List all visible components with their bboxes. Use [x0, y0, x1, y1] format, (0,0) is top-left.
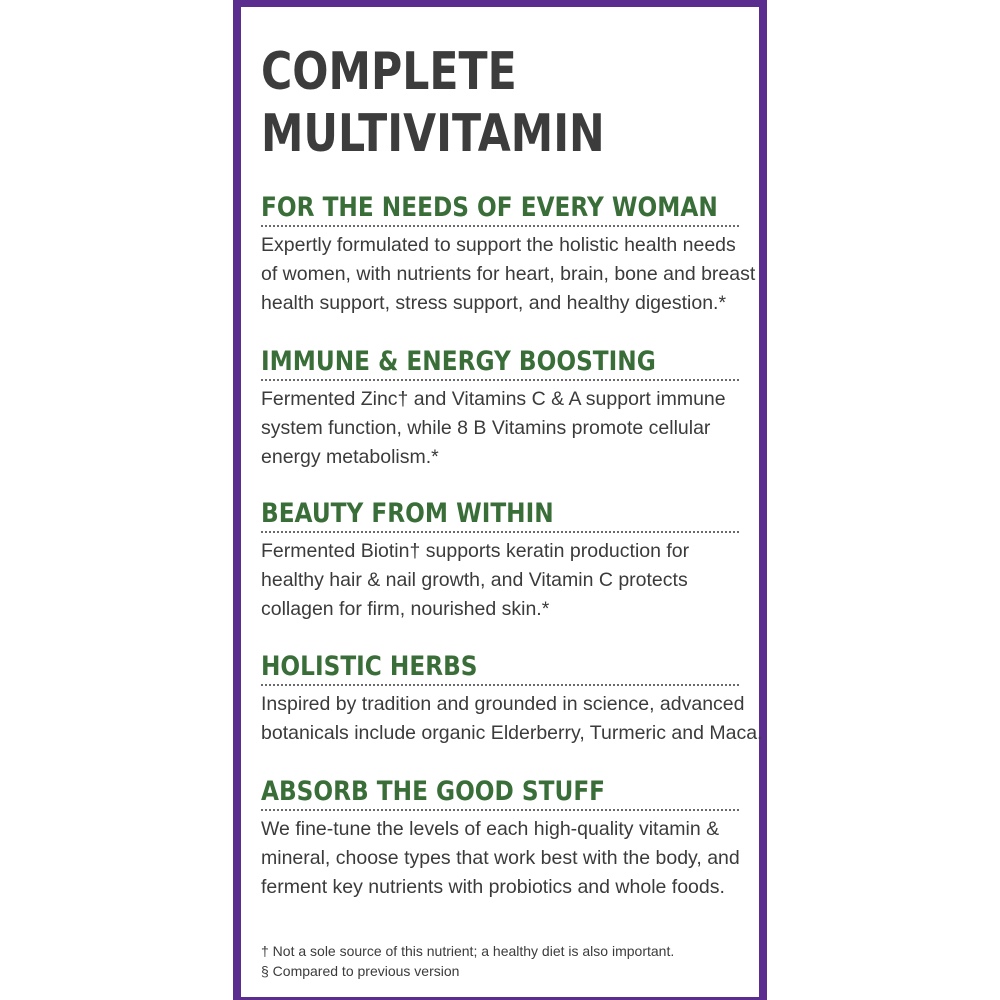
dotted-divider	[261, 809, 739, 811]
body-line: health support, stress support, and healthy digestion.*	[261, 292, 727, 314]
product-title-line-1: COMPLETE	[261, 42, 517, 102]
body-line: We fine-tune the levels of each high-quality vitamin &	[261, 818, 720, 840]
body-line: ferment key nutrients with probiotics and whole foods.	[261, 876, 725, 898]
section-heading: BEAUTY FROM WITHIN	[261, 498, 554, 529]
section-needs-of-every-woman	[261, 191, 756, 318]
footnote-previous-version: § Compared to previous version	[261, 963, 460, 979]
section-beauty-from-within	[261, 497, 739, 624]
section-holistic-herbs	[261, 650, 763, 748]
body-line: healthy hair & nail growth, and Vitamin C protects	[261, 569, 688, 591]
section-body	[261, 385, 739, 472]
product-title	[261, 41, 605, 165]
section-heading: HOLISTIC HERBS	[261, 651, 478, 682]
body-line: of women, with nutrients for heart, brain, bone and breast	[261, 263, 756, 285]
section-heading: ABSORB THE GOOD STUFF	[261, 776, 606, 807]
section-body	[261, 690, 763, 748]
section-immune-energy	[261, 345, 739, 472]
product-title-line-2: MULTIVITAMIN	[261, 104, 605, 164]
body-line: botanicals include organic Elderberry, Turmeric and Maca.	[261, 722, 763, 744]
section-body	[261, 815, 739, 902]
body-line: Inspired by tradition and grounded in science, advanced	[261, 693, 745, 715]
body-line: Fermented Zinc† and Vitamins C & A support immune	[261, 388, 726, 410]
dotted-divider	[261, 684, 739, 686]
section-body	[261, 537, 739, 624]
section-heading: IMMUNE & ENERGY BOOSTING	[261, 346, 656, 377]
footnote-sole-source: † Not a sole source of this nutrient; a healthy diet is also important.	[261, 943, 675, 959]
body-line: system function, while 8 B Vitamins promote cellular	[261, 417, 711, 439]
section-heading: FOR THE NEEDS OF EVERY WOMAN	[261, 192, 718, 223]
body-line: energy metabolism.*	[261, 446, 439, 468]
section-absorb-good-stuff	[261, 775, 739, 902]
body-line: collagen for firm, nourished skin.*	[261, 598, 550, 620]
body-line: Expertly formulated to support the holistic health needs	[261, 234, 736, 256]
dotted-divider	[261, 225, 739, 227]
body-line: Fermented Biotin† supports keratin production for	[261, 540, 690, 562]
dotted-divider	[261, 531, 739, 533]
section-body	[261, 231, 756, 318]
dotted-divider	[261, 379, 739, 381]
product-info-panel	[233, 0, 767, 1000]
body-line: mineral, choose types that work best with the body, and	[261, 847, 740, 869]
